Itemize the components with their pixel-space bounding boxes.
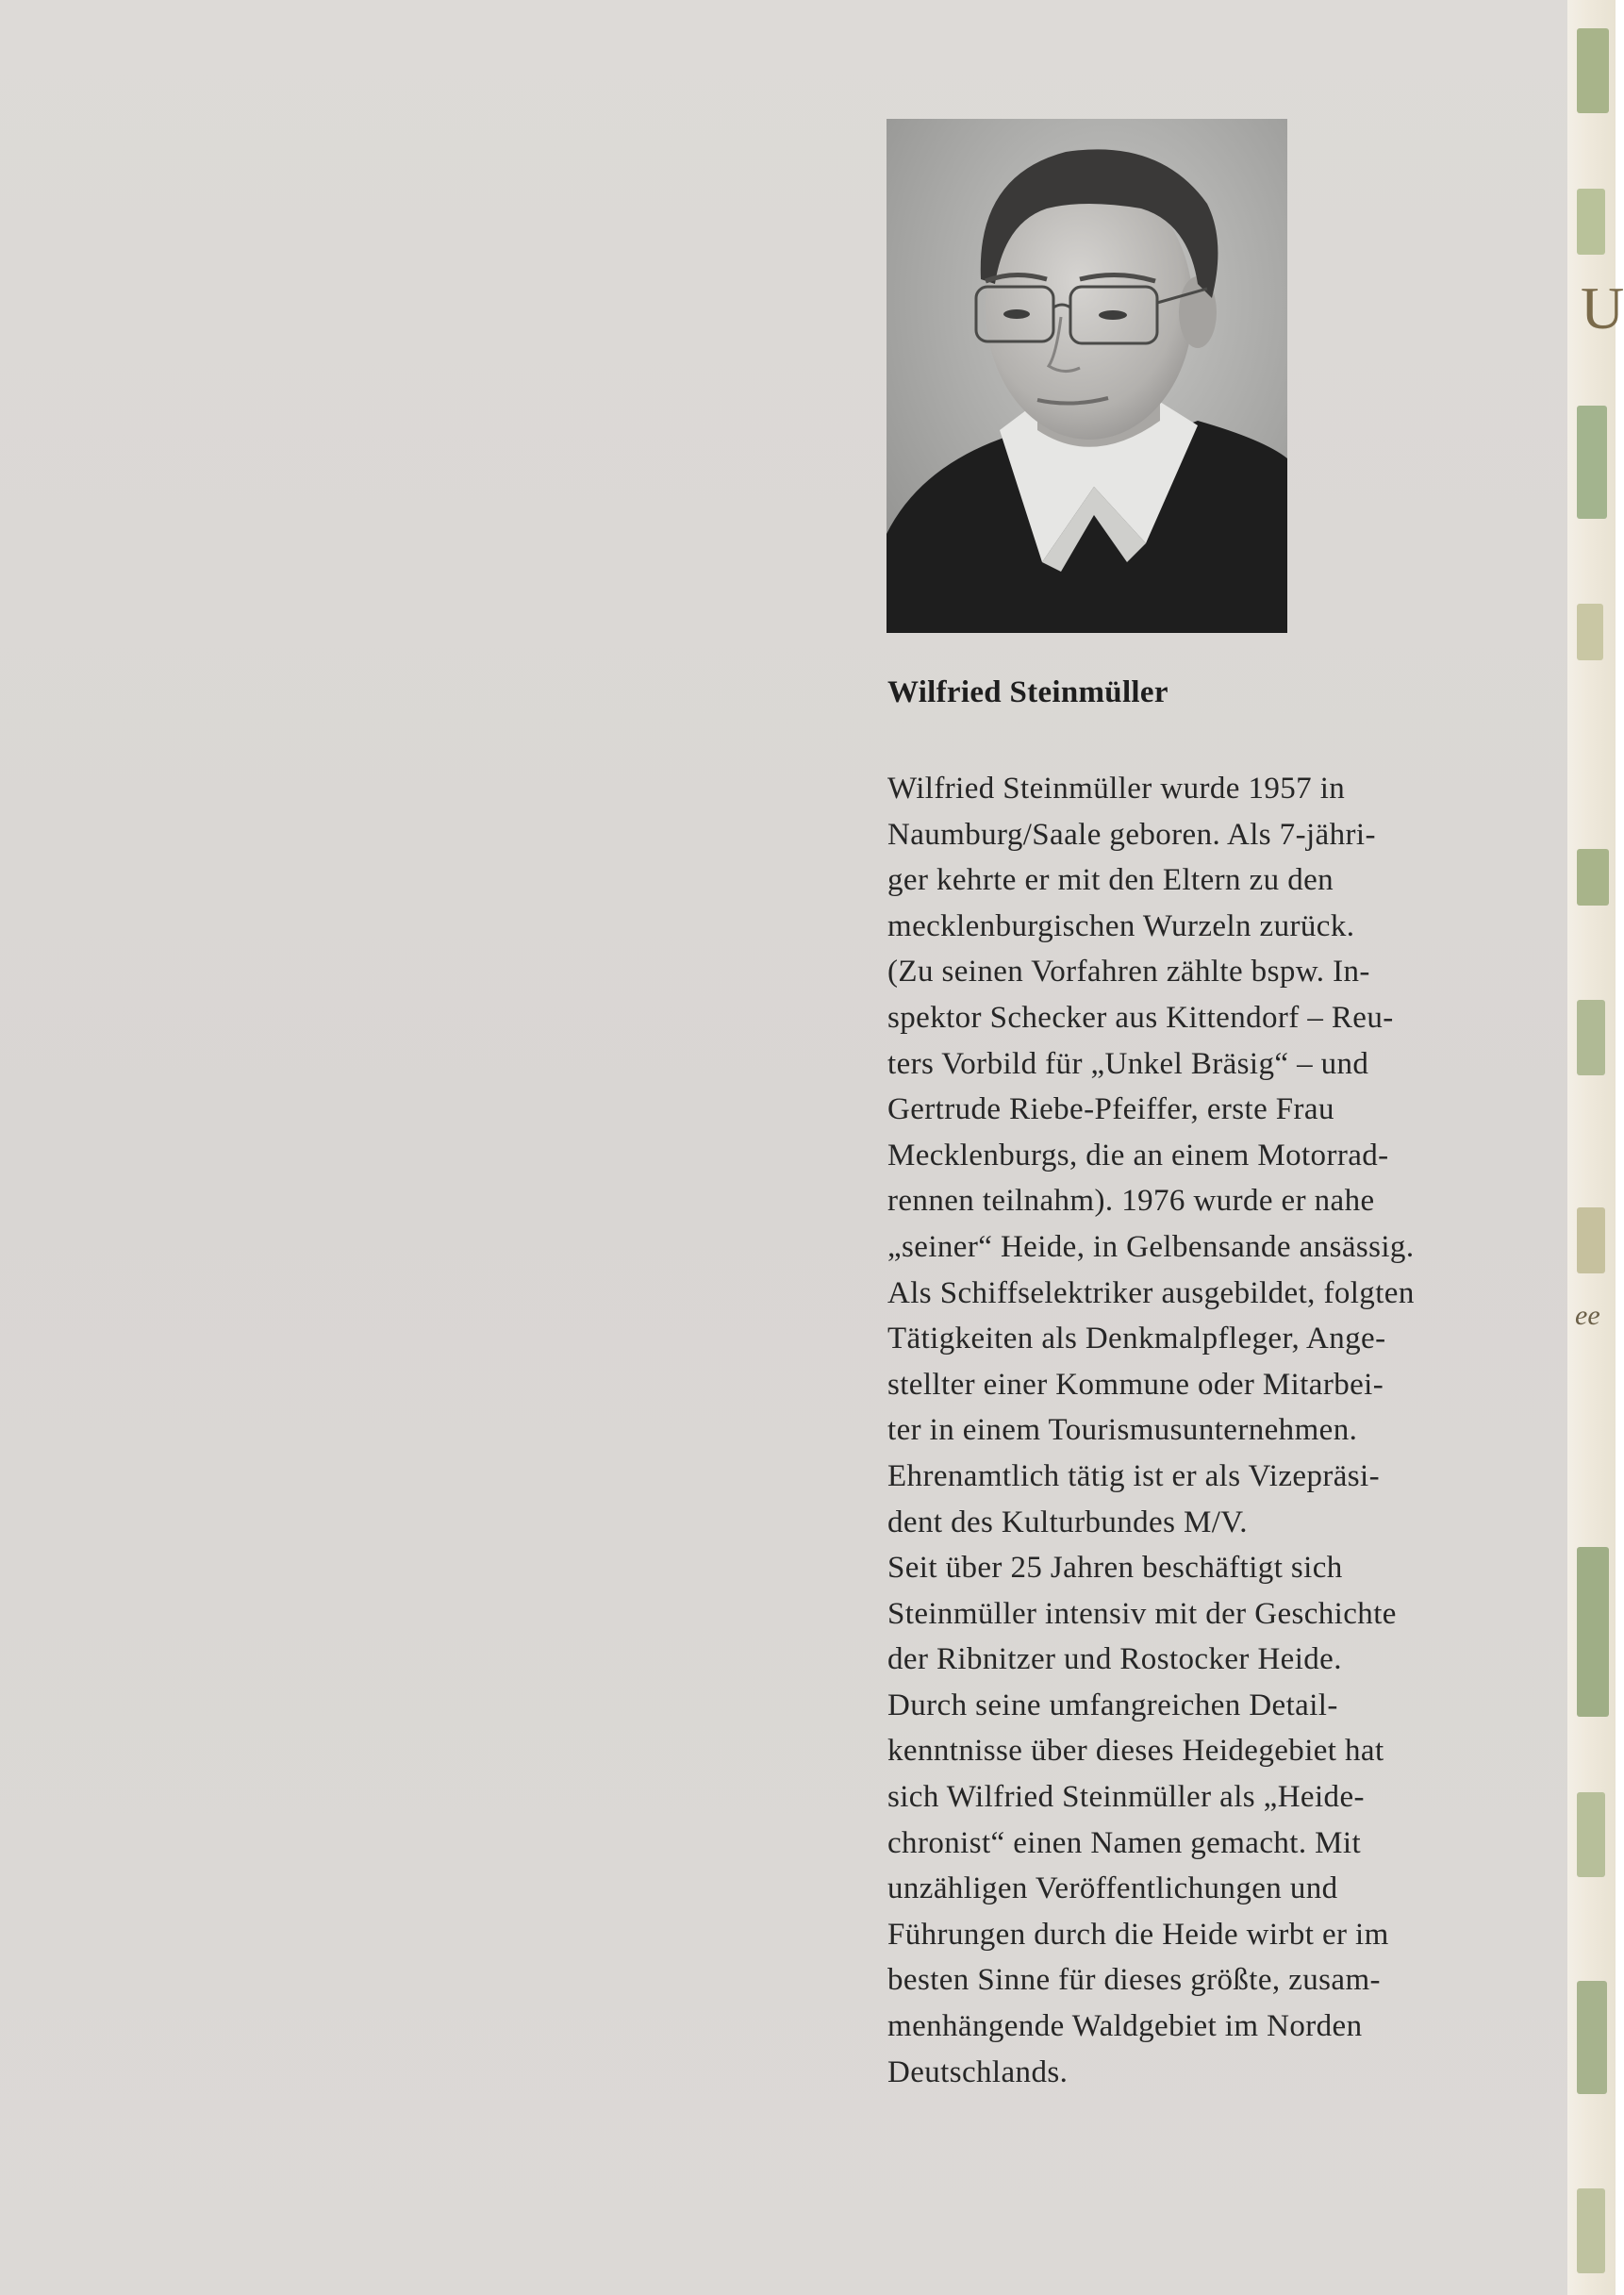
- bio-line: Führungen durch die Heide wirbt er im: [887, 1917, 1389, 1952]
- bio-line: kenntnisse über dieses Heidegebiet hat: [887, 1734, 1384, 1769]
- bio-line: unzähligen Veröffentlichungen und: [887, 1871, 1338, 1906]
- bio-line: Gertrude Riebe-Pfeiffer, erste Frau: [887, 1092, 1334, 1127]
- bio-line: dent des Kulturbundes M/V.: [887, 1505, 1248, 1539]
- bio-line: Tätigkeiten als Denkmalpfleger, Ange-: [887, 1322, 1386, 1356]
- bio-line: der Ribnitzer und Rostocker Heide.: [887, 1642, 1342, 1677]
- bio-line: rennen teilnahm). 1976 wurde er nahe: [887, 1184, 1375, 1219]
- bio-line: sich Wilfried Steinmüller als „Heide-: [887, 1780, 1365, 1815]
- bio-line: spektor Schecker aus Kittendorf – Reu-: [887, 1000, 1394, 1035]
- bio-line: stellter einer Kommune oder Mitarbei-: [887, 1367, 1384, 1402]
- portrait-image: [887, 119, 1287, 633]
- map-fragment: [1577, 189, 1605, 255]
- bio-line: Deutschlands.: [887, 2054, 1069, 2089]
- map-fragment: [1577, 1792, 1605, 1877]
- bio-line: mecklenburgischen Wurzeln zurück.: [887, 908, 1355, 943]
- map-fragment: [1577, 604, 1603, 660]
- bio-line: Wilfried Steinmüller wurde 1957 in: [887, 772, 1346, 806]
- bio-line: ters Vorbild für „Unkel Bräsig“ – und: [887, 1046, 1369, 1081]
- map-fragment: [1577, 28, 1609, 113]
- bio-line: Als Schiffselektriker ausgebildet, folgten: [887, 1275, 1415, 1310]
- map-edge-strip: [1567, 0, 1624, 2295]
- author-biography: [887, 766, 1491, 2095]
- map-fragment: [1577, 1547, 1609, 1717]
- bio-line: Durch seine umfangreichen Detail-: [887, 1688, 1338, 1722]
- bio-line: Ehrenamtlich tätig ist er als Vizepräsi-: [887, 1458, 1380, 1493]
- bio-line: Steinmüller intensiv mit der Geschichte: [887, 1596, 1397, 1631]
- map-fragment: [1577, 1981, 1607, 2094]
- bio-line: „seiner“ Heide, in Gelbensande ansässig.: [887, 1229, 1415, 1264]
- bio-line: ger kehrte er mit den Eltern zu den: [887, 863, 1334, 898]
- map-fragment: [1577, 1000, 1605, 1075]
- bio-line: (Zu seinen Vorfahren zählte bspw. In-: [887, 955, 1370, 990]
- bio-line: Naumburg/Saale geboren. Als 7-jähri-: [887, 817, 1376, 852]
- bio-line: ter in einem Tourismusunternehmen.: [887, 1413, 1358, 1448]
- author-portrait: [887, 119, 1287, 633]
- map-fragment: [1577, 849, 1609, 906]
- bio-line: Mecklenburgs, die an einem Motorrad-: [887, 1138, 1389, 1172]
- map-fragment: [1577, 2188, 1605, 2273]
- bio-line: chronist“ einen Namen gemacht. Mit: [887, 1825, 1362, 1860]
- author-name: Wilfried Steinmüller: [887, 675, 1168, 709]
- map-letter: ee: [1575, 1300, 1600, 1331]
- bio-line: besten Sinne für dieses größte, zusam-: [887, 1963, 1381, 1998]
- map-fragment: [1577, 406, 1607, 519]
- map-fragment: [1577, 1207, 1605, 1273]
- bio-line: Seit über 25 Jahren beschäftigt sich: [887, 1551, 1343, 1586]
- bio-line: menhängende Waldgebiet im Norden: [887, 2009, 1363, 2044]
- map-letter: U: [1581, 274, 1624, 341]
